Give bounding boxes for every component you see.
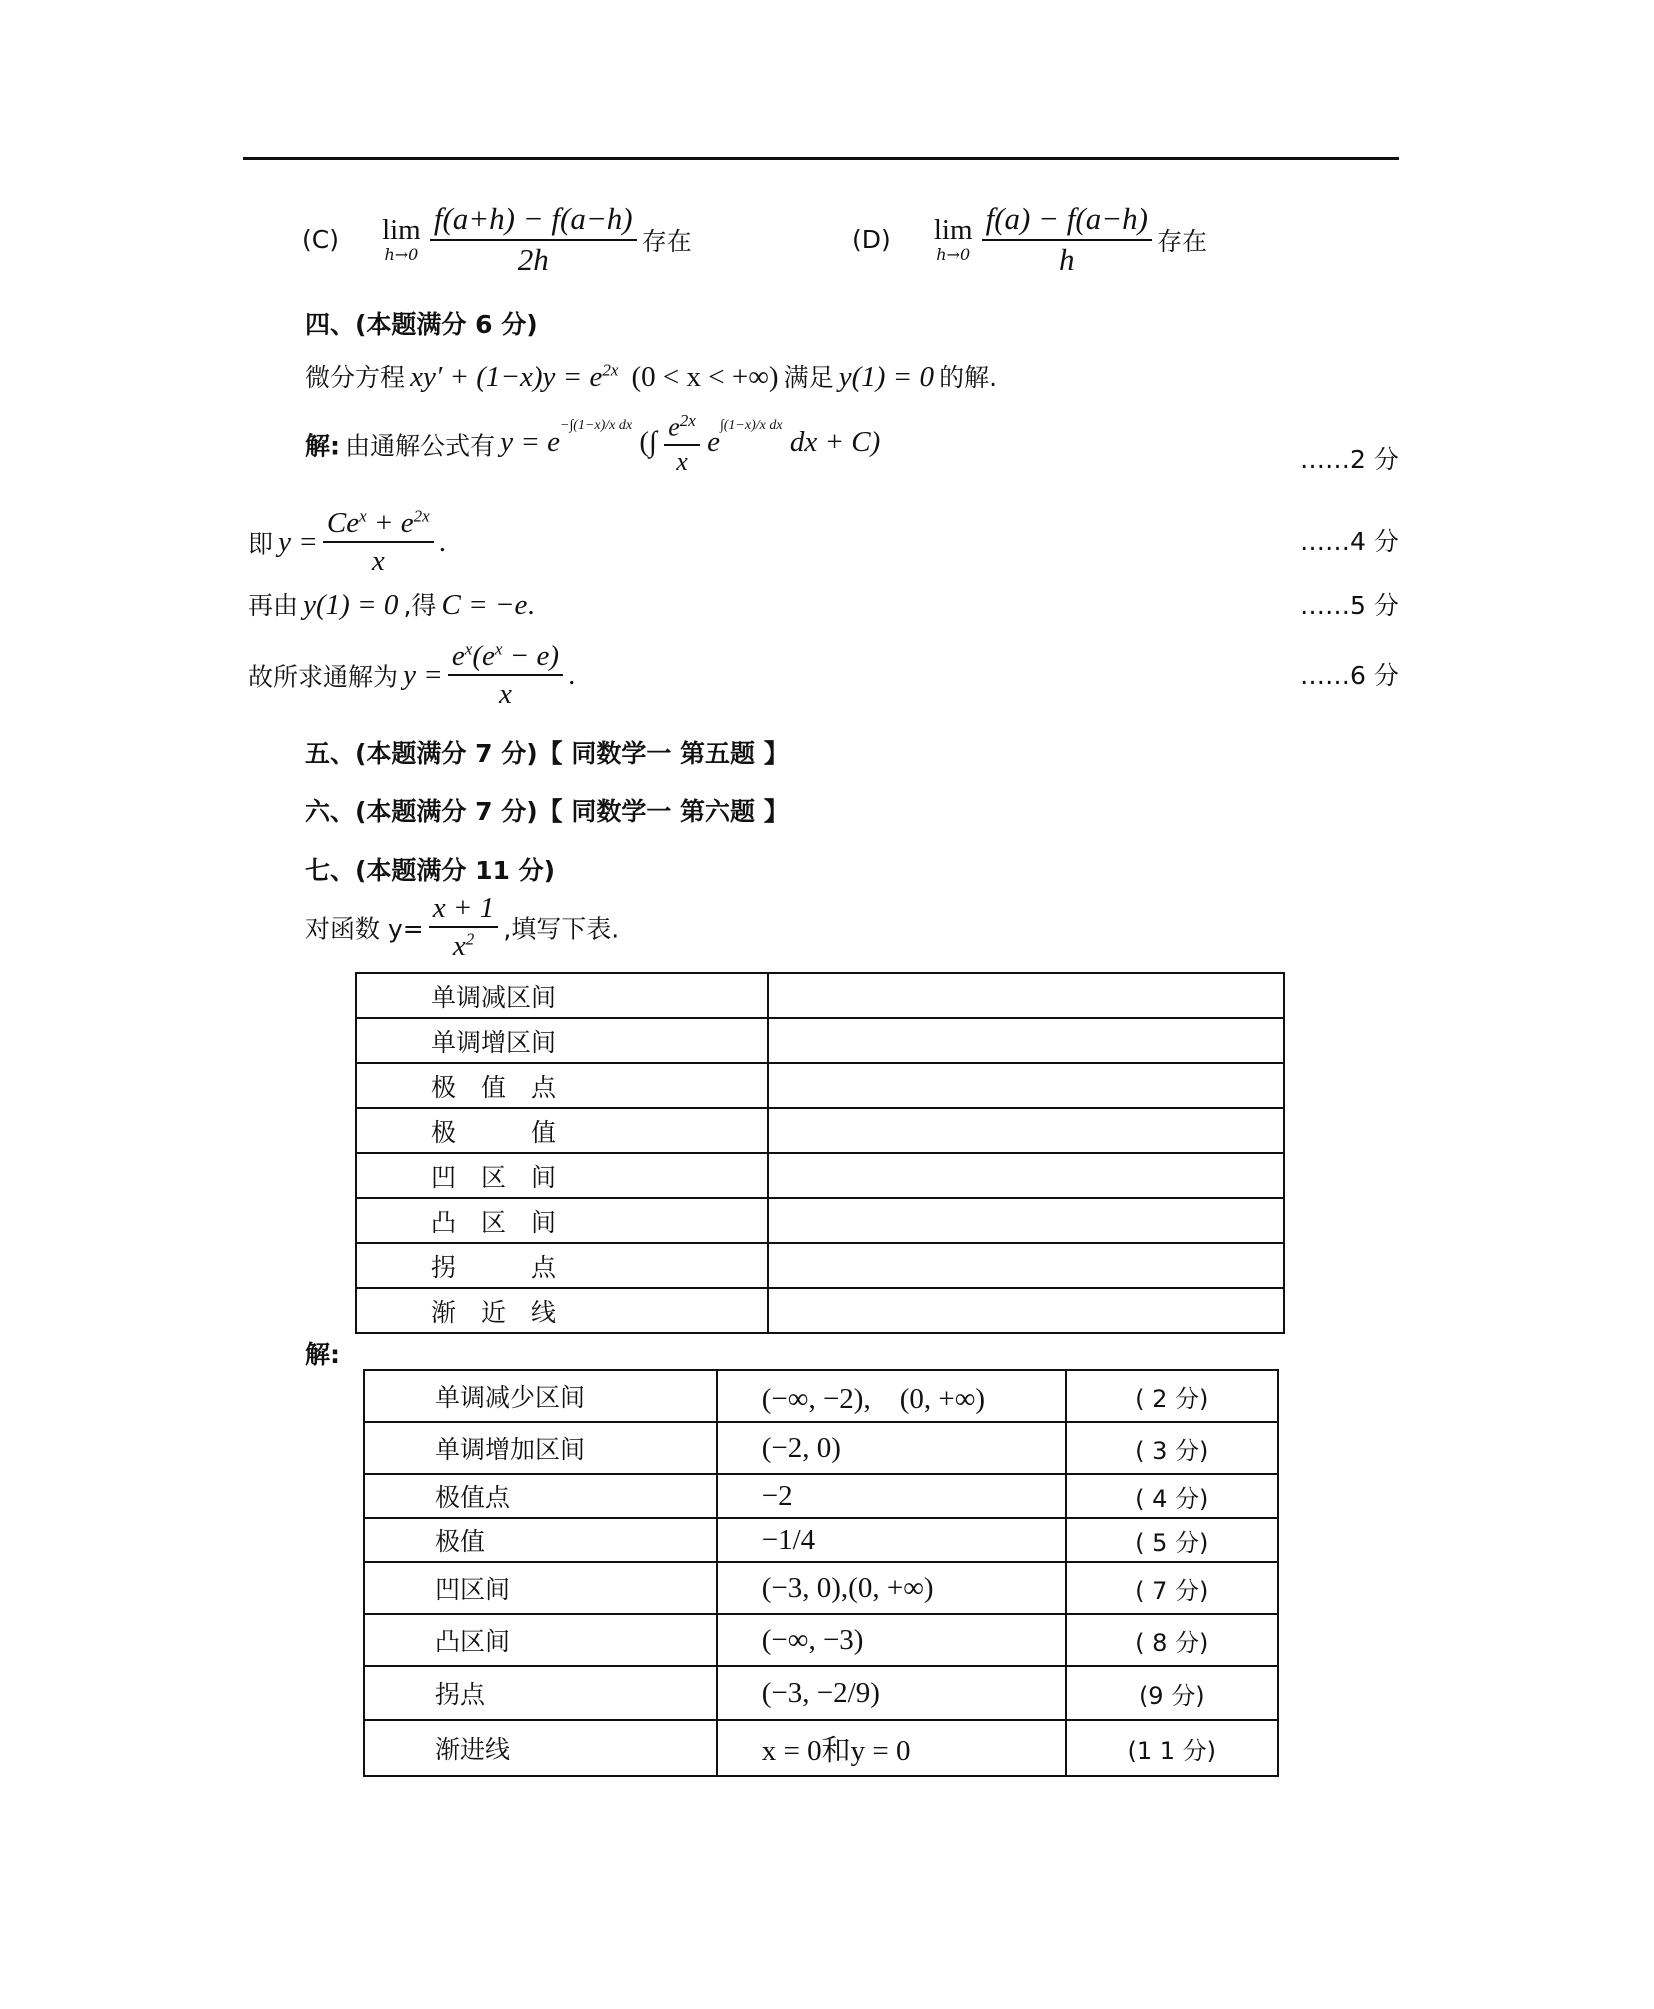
blank-table-answer-cell [768,1018,1284,1063]
table-row [356,1198,1284,1243]
option-d-fraction [982,200,1152,280]
blank-table-label: 渐 近 线 [356,1288,768,1333]
q4-sol-frac [664,410,700,479]
table-row [364,1562,1278,1614]
q4-step4-num-b: (e [472,640,495,672]
q4-step4 [248,638,575,713]
option-d-numerator: f(a) − f(a−h) [982,200,1152,241]
q4-score-5: ……5 分 [1300,591,1399,620]
q4-step4-num [448,638,563,676]
q7-prompt [305,890,619,965]
q4-step3-tail: . [527,589,535,621]
q4-sol-exp1: −∫(1−x)/x dx [560,417,633,433]
blank-table-label: 拐 点 [356,1243,768,1288]
answer-item: 极值 [364,1518,717,1562]
table-row [364,1614,1278,1666]
blank-table-label: 单调增区间 [356,1018,768,1063]
q4-sol-formula-c: e [707,425,720,458]
answer-value: x = 0和y = 0 [717,1720,1066,1776]
blank-table-answer-cell [768,973,1284,1018]
q4-step4-num-exp-b: x [494,639,503,659]
answer-item: 单调减少区间 [364,1370,717,1422]
q4-step4-prefix: 故所求通解为 [248,662,399,692]
q4-step3-res: C = −e [441,589,528,621]
table-row [356,1108,1284,1153]
option-d [852,200,1207,280]
answer-score: (9 分) [1066,1666,1278,1720]
answer-score: ( 3 分) [1066,1422,1278,1474]
q4-sol-frac-num-base: e [668,412,680,442]
table-row [364,1474,1278,1518]
q4-problem-suffix: 的解. [939,363,998,392]
q4-step2-num-exp-b: 2x [413,506,430,526]
answer-value: −2 [717,1474,1066,1518]
q7-answer-table [363,1369,1279,1777]
q4-problem-cond: y(1) = 0 [838,361,935,393]
q4-step2-den: x [371,545,385,578]
q4-score-2: ……2 分 [1300,445,1399,474]
q4-solution [305,410,880,479]
blank-table-answer-cell [768,1198,1284,1243]
q4-sol-frac-num [664,410,700,446]
table-row [364,1720,1278,1776]
option-d-lim: lim [933,213,973,246]
table-row [356,973,1284,1018]
q4-score-6: ……6 分 [1300,661,1399,690]
q4-sol-text: 由通解公式有 [345,431,496,461]
blank-table-label: 极 值 [356,1108,768,1153]
q4-step3-mid: ,得 [403,591,437,620]
q4-step4-lhs: y = [403,658,443,691]
q4-step2-lhs: y = [278,525,318,558]
q5-heading: 五、(本题满分 7 分)【 同数学一 第五题 】 [305,739,789,768]
q7-sol-label: 解: [305,1340,340,1369]
q7-heading: 七、(本题满分 11 分) [305,856,556,885]
option-c-numerator: f(a+h) − f(a−h) [430,200,637,241]
answer-item: 单调增加区间 [364,1422,717,1474]
answer-value: (−3, 0),(0, +∞) [717,1562,1066,1614]
blank-table-label: 单调减区间 [356,973,768,1018]
answer-value: (−3, −2/9) [717,1666,1066,1720]
q4-problem-prefix: 微分方程 [305,363,406,392]
option-d-denominator: h [1059,241,1075,277]
q4-sol-exp2: ∫(1−x)/x dx [719,417,783,433]
answer-score: ( 2 分) [1066,1370,1278,1422]
answer-score: (1 1 分) [1066,1720,1278,1776]
option-d-label: (D) [852,225,891,255]
table-row [356,1288,1284,1333]
blank-table-answer-cell [768,1153,1284,1198]
answer-value: (−∞, −2), (0, +∞) [717,1370,1066,1422]
option-c-fraction [430,200,637,280]
answer-value: (−2, 0) [717,1422,1066,1474]
answer-score: ( 4 分) [1066,1474,1278,1518]
q7-prompt-num: x + 1 [429,890,498,928]
header-rule [243,157,1399,160]
option-d-limit [933,213,973,264]
q7-prompt-suffix: ,填写下表. [503,914,620,944]
q7-prompt-den-exp: 2 [465,929,475,949]
option-c-lim-sub: h→0 [384,244,419,264]
q4-step3-prefix: 再由 [248,591,299,620]
q4-step4-den: x [499,678,512,711]
answer-item: 拐点 [364,1666,717,1720]
answer-item: 渐进线 [364,1720,717,1776]
q4-sol-frac-num-exp: 2x [679,411,696,430]
q4-step4-tail: . [568,658,576,691]
q4-score-4: ……4 分 [1300,527,1399,556]
q4-problem-eq: xy′ + (1−x)y = e [410,361,603,393]
q4-step4-num-exp-a: x [464,639,473,659]
answer-item: 极值点 [364,1474,717,1518]
q4-sol-formula [500,411,881,477]
answer-value: −1/4 [717,1518,1066,1562]
table-row [364,1422,1278,1474]
q4-sol-frac-den: x [676,447,688,477]
q4-sol-formula-a: y = e [500,425,561,458]
q7-blank-table-body [356,973,1284,1333]
q4-problem-exp: 2x [602,360,619,380]
table-row [364,1666,1278,1720]
q6-heading: 六、(本题满分 7 分)【 同数学一 第六题 】 [305,797,789,826]
q4-step4-num-a: e [451,640,465,672]
q4-problem-mid: 满足 [783,363,834,392]
q7-prompt-den-a: x [452,930,466,963]
answer-score: ( 8 分) [1066,1614,1278,1666]
option-c [302,200,692,280]
blank-table-label: 凸 区 间 [356,1198,768,1243]
q4-step2-num-b: + e [366,507,414,539]
option-d-lim-sub: h→0 [936,244,971,264]
q4-step2-num [323,505,434,543]
q4-sol-formula-d: dx + C) [789,425,881,458]
q4-heading: 四、(本题满分 6 分) [305,310,538,339]
q4-problem-range: (0 < x < +∞) [631,361,779,393]
q4-problem-equation [410,361,618,393]
q7-prompt-prefix: 对函数 y= [305,914,424,944]
table-row [356,1153,1284,1198]
option-c-limit [382,213,421,264]
option-c-suffix: 存在 [641,226,692,256]
blank-table-answer-cell [768,1243,1284,1288]
q7-prompt-den [449,928,478,964]
option-d-suffix: 存在 [1157,226,1208,256]
table-row [356,1243,1284,1288]
q4-step2-num-exp-a: x [359,506,367,526]
q4-step4-num-c: − e) [502,640,560,672]
q4-step4-frac [448,638,563,713]
q4-step2-tail: . [438,525,447,558]
blank-table-answer-cell [768,1063,1284,1108]
blank-table-answer-cell [768,1108,1284,1153]
table-row [356,1018,1284,1063]
q7-answer-table-body [364,1370,1278,1776]
q4-step2 [248,505,446,580]
option-c-lim: lim [382,213,421,246]
q7-blank-table [355,972,1285,1334]
answer-score: ( 5 分) [1066,1518,1278,1562]
table-row [364,1518,1278,1562]
blank-table-label: 极 值 点 [356,1063,768,1108]
q4-problem [305,358,997,394]
blank-table-answer-cell [768,1288,1284,1333]
q7-prompt-frac [429,890,498,965]
blank-table-label: 凹 区 间 [356,1153,768,1198]
answer-score: ( 7 分) [1066,1562,1278,1614]
q4-step2-prefix: 即 [248,529,274,559]
q4-step3 [248,586,535,622]
answer-item: 凸区间 [364,1614,717,1666]
q4-sol-label: 解: [305,431,340,461]
q4-step2-frac [323,505,434,580]
answer-value: (−∞, −3) [717,1614,1066,1666]
q4-step2-num-a: Ce [326,507,360,539]
table-row [364,1370,1278,1422]
answer-item: 凹区间 [364,1562,717,1614]
q4-sol-formula-b: (∫ [639,425,657,458]
q4-step3-cond: y(1) = 0 [303,589,399,621]
option-c-denominator: 2h [517,241,549,277]
table-row [356,1063,1284,1108]
option-c-label: (C) [302,225,339,255]
